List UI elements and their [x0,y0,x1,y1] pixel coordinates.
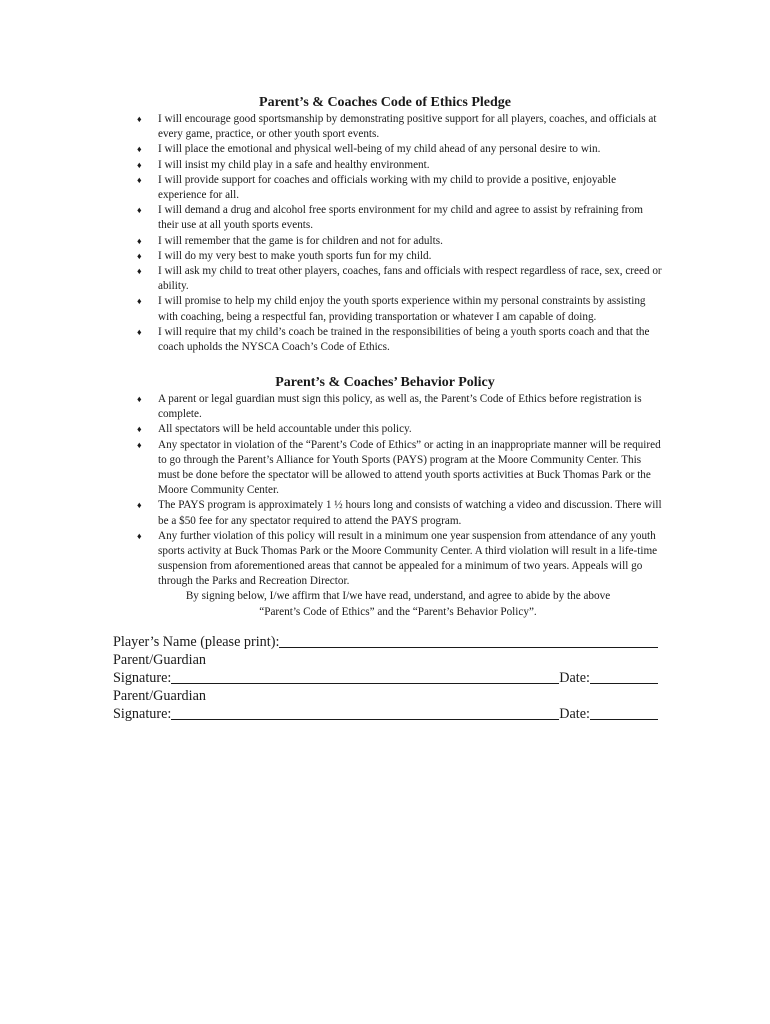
date-label: Date: [559,670,590,686]
list-item-text: I will insist my child play in a safe and healthy environment. [158,158,430,171]
list-item-text: Any spectator in violation of the “Parent’s Code of Ethics” or acting in an inappropriate manner will be required to go through the Parent’s Alliance for Youth Sports (PAYS) program at the Moore Community Center. This must be done before the spectator will be allowed to attend youth sports activities at Buck Thomas Park or the Moore Community Center. [158,438,661,497]
guardian-label: Parent/Guardian [113,688,206,704]
guardian-signature-field[interactable] [171,705,559,720]
affirmation-line: “Parent’s Code of Ethics” and the “Parent’s Behavior Policy”. [259,605,537,618]
list-item [133,142,663,157]
list-item-text: I will promise to help my child enjoy the youth sports experience within my personal constraints by assisting with coaching, being a respectful fan, providing transportation or whatever I am capable of doing. [158,295,646,323]
diamond-bullet-icon: ♦ [137,424,142,435]
diamond-bullet-icon: ♦ [137,326,142,337]
list-item-text: I will demand a drug and alcohol free sports environment for my child and agree to assist by refraining from their use at all youth sports events. [158,204,643,232]
guardian-label-row [113,651,658,669]
list-item-text: I will ask my child to treat other players, coaches, fans and officials with respect regardless of race, sex, creed or ability. [158,265,662,293]
list-item [133,158,663,173]
diamond-bullet-icon: ♦ [137,114,142,124]
list-item [133,173,663,203]
affirmation-line: By signing below, I/we affirm that I/we have read, understand, and agree to abide by the above [185,590,611,602]
affirmation-statement [118,589,678,620]
player-name-field[interactable] [279,633,658,648]
diamond-bullet-icon: ♦ [137,250,142,261]
list-item [133,112,663,142]
diamond-bullet-icon: ♦ [137,500,142,511]
diamond-bullet-icon: ♦ [137,144,142,155]
diamond-bullet-icon: ♦ [137,439,142,450]
guardian-signature-row [113,669,658,687]
diamond-bullet-icon: ♦ [137,205,142,216]
list-item-text: Any further violation of this policy will result in a minimum one year suspension from attendance of any youth sports activity at Buck Thomas Park or the Moore Community Center. A third violation will result in a life-time suspension from aforementioned areas that cannot be appealed for a minimum of two years. Appeals will go through the Parks and Recreation Director. [158,529,658,588]
diamond-bullet-icon: ♦ [137,530,142,541]
signature-section [113,633,658,723]
date-field[interactable] [590,705,658,720]
policy-list [133,392,663,590]
pledge-title: Parent’s & Coaches Code of Ethics Pledge [259,95,511,110]
list-item [133,529,663,590]
list-item-text: I will provide support for coaches and officials working with my child to provide a positive, enjoyable experience for all. [158,173,617,202]
list-item [133,325,663,355]
list-item [133,498,663,528]
diamond-bullet-icon: ♦ [137,394,142,404]
diamond-bullet-icon: ♦ [137,296,142,307]
list-item [133,264,663,294]
policy-title: Parent’s & Coaches’ Behavior Policy [275,375,495,390]
list-item-text: I will remember that the game is for children and not for adults. [158,234,443,247]
list-item-text: I will encourage good sportsmanship by demonstrating positive support for all players, coaches, and officials at every game, practice, or other youth sport events. [158,113,657,141]
signature-label: Signature: [113,670,172,686]
date-field[interactable] [590,669,658,684]
list-item-text: A parent or legal guardian must sign this policy, as well as, the Parent’s Code of Ethics before registration is complete. [158,393,642,421]
diamond-bullet-icon: ♦ [137,174,142,185]
diamond-bullet-icon: ♦ [137,159,142,170]
player-name-row [113,633,658,651]
diamond-bullet-icon: ♦ [137,235,142,246]
list-item-text: I will require that my child’s coach be trained in the responsibilities of being a youth sports coach and that the coach upholds the NYSCA Coach’s Code of Ethics. [158,325,650,354]
guardian-label-row [113,687,658,705]
player-name-label: Player’s Name (please print): [113,634,280,650]
guardian-signature-row [113,705,658,723]
list-item-text: I will place the emotional and physical well-being of my child ahead of any personal desire to win. [158,143,601,156]
list-item-text: The PAYS program is approximately 1 ½ hours long and consists of watching a video and discussion. There will be a $50 fee for any spectator required to attend the PAYS program. [158,499,662,527]
diamond-bullet-icon: ♦ [137,266,142,277]
list-item-text: I will do my very best to make youth sports fun for my child. [158,249,432,262]
guardian-label: Parent/Guardian [113,652,206,668]
pledge-list [133,112,663,355]
signature-label: Signature: [113,706,172,722]
list-item [133,438,663,499]
list-item [133,203,663,233]
guardian-signature-field[interactable] [171,669,559,684]
list-item [133,294,663,324]
list-item [133,234,663,249]
date-label: Date: [559,706,590,722]
list-item [133,392,663,422]
list-item [133,249,663,264]
list-item [133,422,663,437]
list-item-text: All spectators will be held accountable under this policy. [158,423,412,436]
